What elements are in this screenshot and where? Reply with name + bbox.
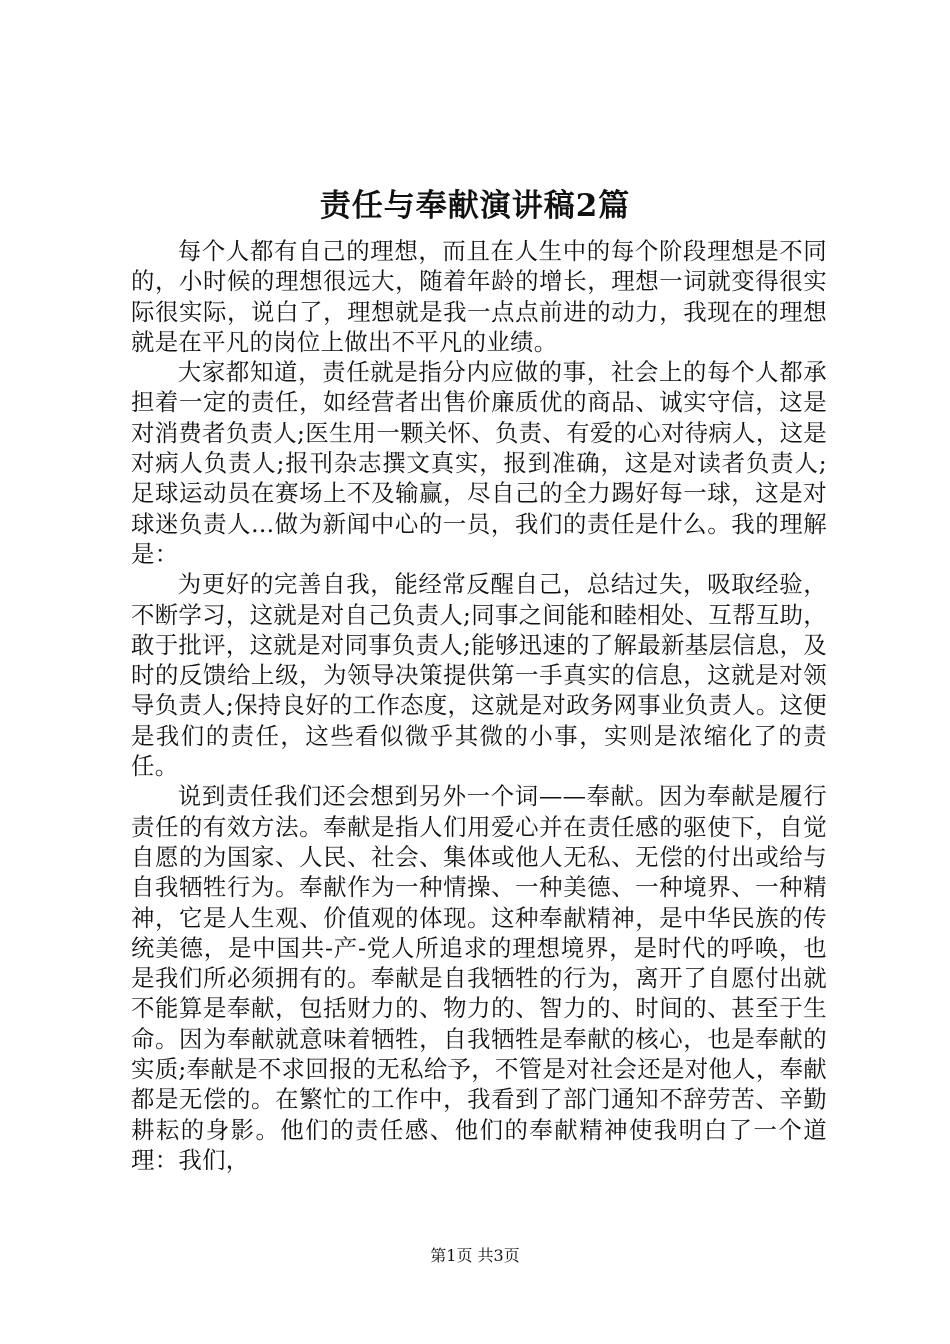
paragraph-3: 为更好的完善自我，能经常反醒自己，总结过失，吸取经验，不断学习，这就是对自己负责人;同事之间能和睦相处、互帮互助，敢于批评，这就是对同事负责人;能够迅速的了解最新基层信息，及时的反馈给上级，为领导决策提供第一手真实的信息，这就是对领导负责人;保持良好的工作态度，这就是对政务网事业负责人。这便是我们的责任，这些看似微乎其微的小事，实则是浓缩化了的责任。 bbox=[131, 570, 827, 781]
paragraph-1: 每个人都有自己的理想，而且在人生中的每个阶段理想是不同的，小时候的理想很远大，随着年龄的增长，理想一词就变得很实际很实际，说白了，理想就是我一点点前进的动力，我现在的理想就是在平凡的岗位上做出不平凡的业绩。 bbox=[131, 237, 827, 356]
document-body bbox=[131, 236, 827, 1175]
paragraph-4: 说到责任我们还会想到另外一个词——奉献。因为奉献是履行责任的有效方法。奉献是指人们用爱心并在责任感的驱使下，自觉自愿的为国家、人民、社会、集体或他人无私、无偿的付出或给与自我牺牲行为。奉献作为一种情操、一种美德、一种境界、一种精神，它是人生观、价值观的体现。这种奉献精神，是中华民族的传统美德，是中国共-产-党人所追求的理想境界，是时代的呼唤，也是我们所必须拥有的。奉献是自我牺牲的行为，离开了自愿付出就不能算是奉献，包括财力的、物力的、智力的、时间的、甚至于生命。因为奉献就意味着牺牲，自我牺牲是奉献的核心，也是奉献的实质;奉献是不求回报的无私给予，不管是对社会还是对他人，奉献都是无偿的。在繁忙的工作中，我看到了部门通知不辞劳苦、辛勤耕耘的身影。他们的责任感、他们的奉献精神使我明白了一个道理：我们， bbox=[131, 782, 827, 1174]
document-title: 责任与奉献演讲稿2篇 bbox=[319, 188, 631, 224]
paragraph-2: 大家都知道，责任就是指分内应做的事，社会上的每个人都承担着一定的责任，如经营者出售价廉质优的商品、诚实守信，这是对消费者负责人;医生用一颗关怀、负责、有爱的心对待病人，这是对病人负责人;报刊杂志撰文真实，报到准确，这是对读者负责人;足球运动员在赛场上不及输赢，尽自己的全力踢好每一球，这是对球迷负责人...做为新闻中心的一员，我们的责任是什么。我的理解是： bbox=[131, 358, 827, 568]
page-footer: 第1页 共3页 bbox=[430, 1246, 520, 1265]
